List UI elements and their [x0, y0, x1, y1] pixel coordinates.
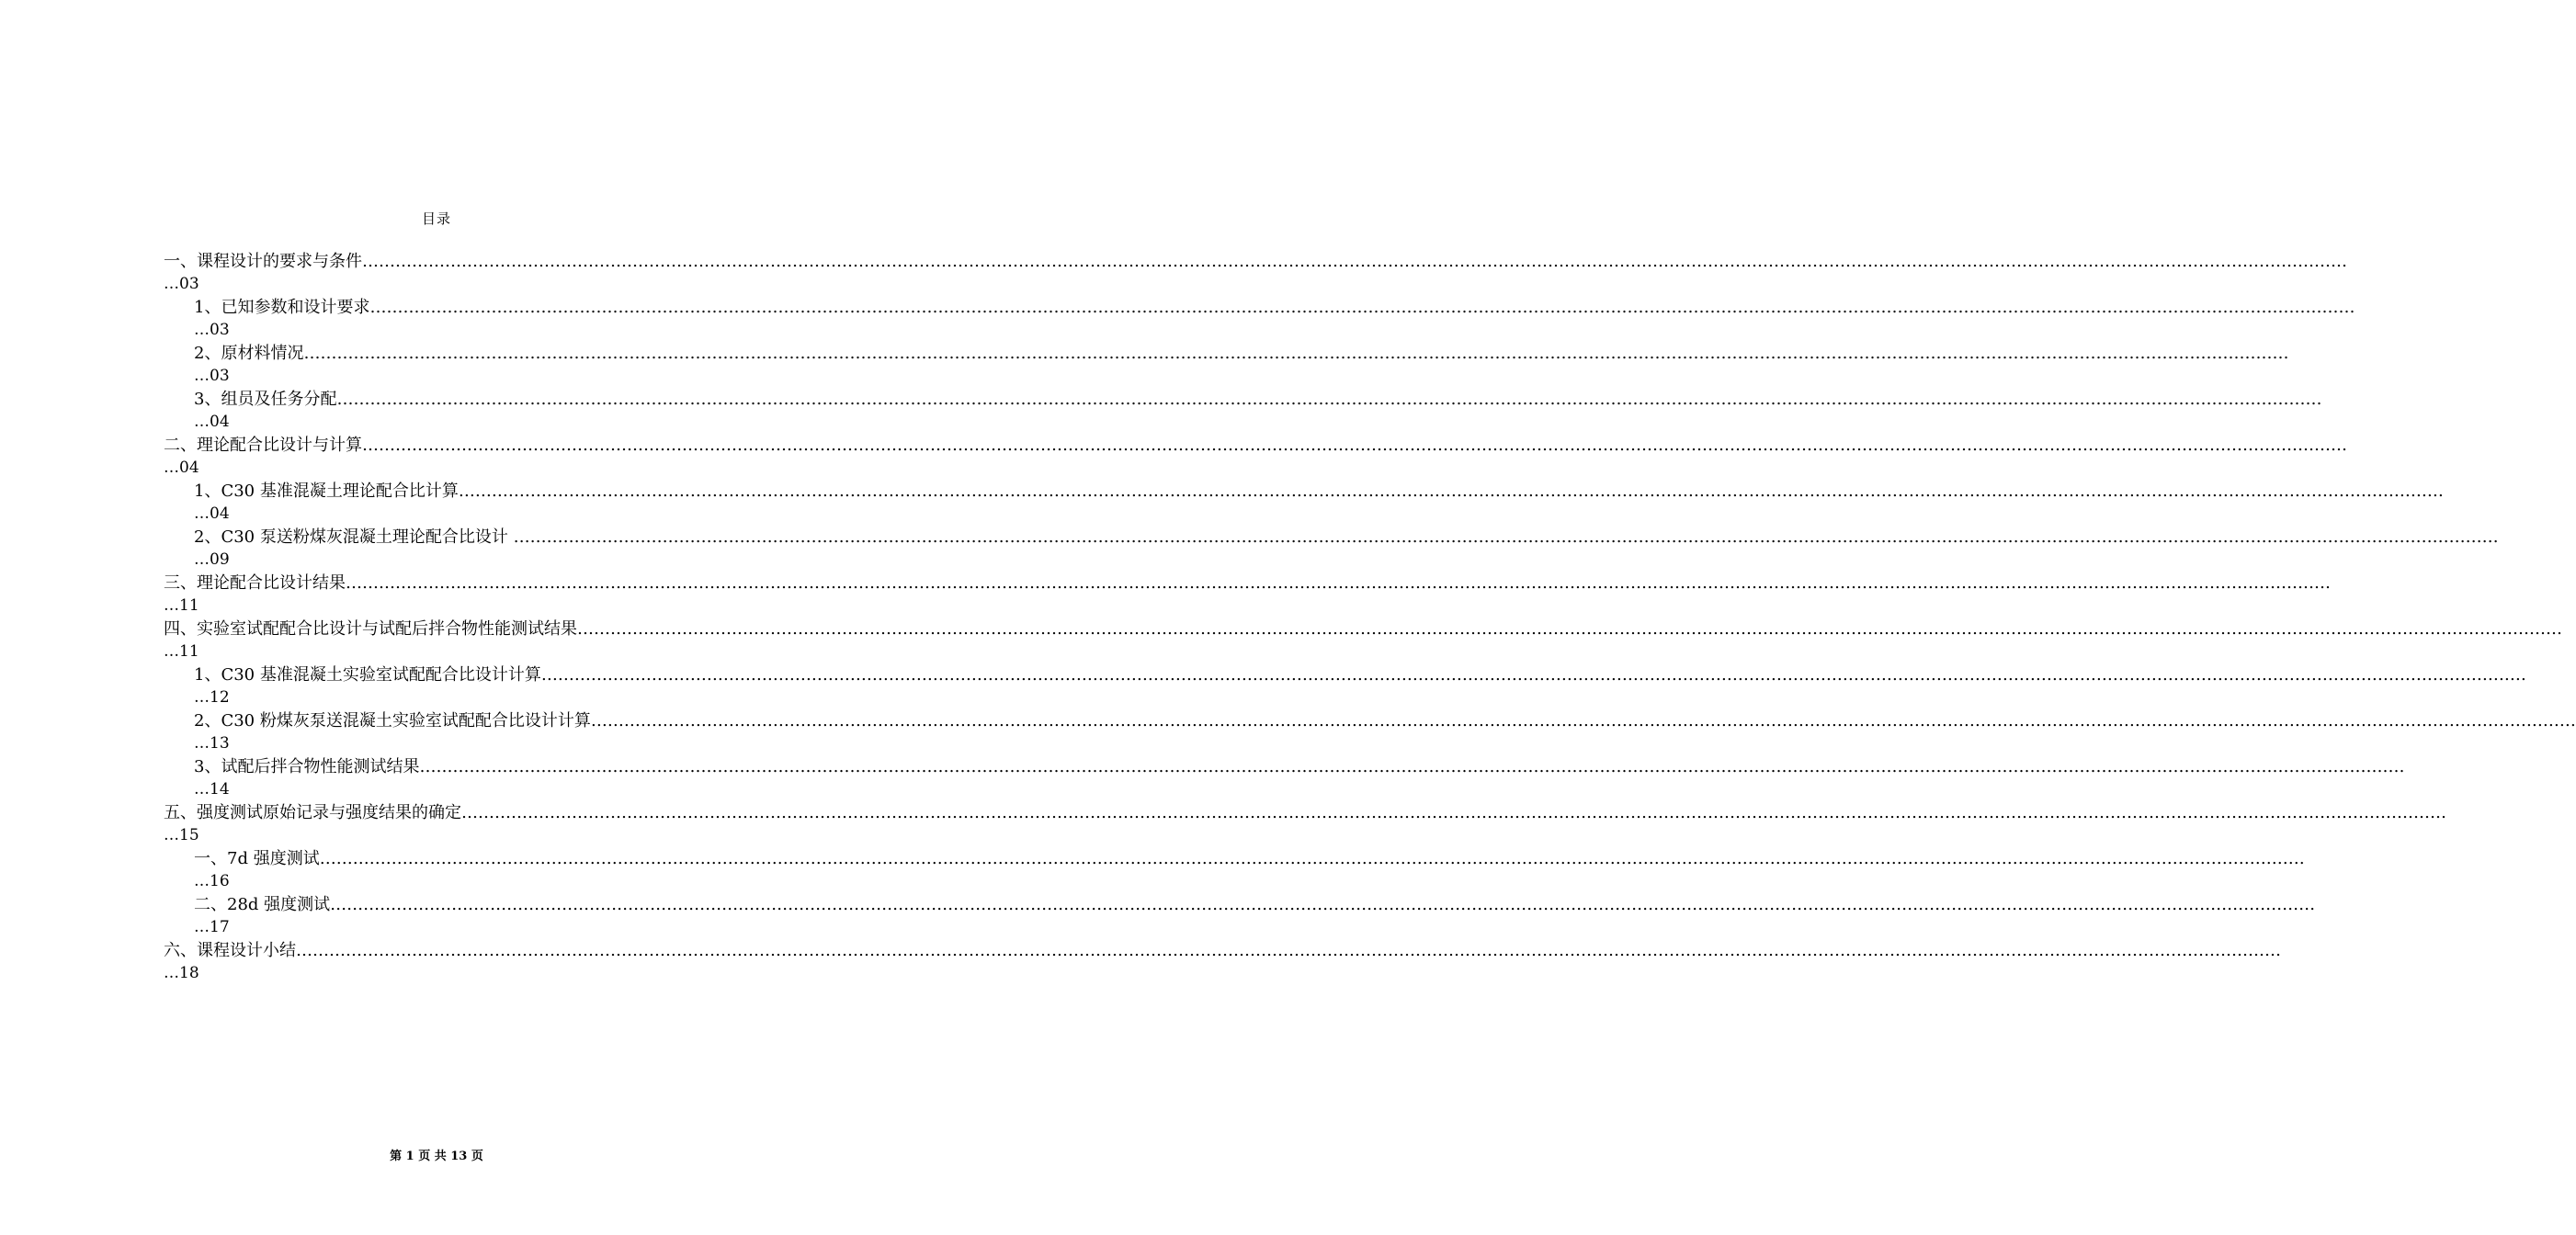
toc-entry-label-line: [194, 296, 2355, 320]
toc-entry-label-line: [194, 847, 2305, 871]
toc-entry-page-line: …15: [164, 826, 199, 844]
toc-entry[interactable]: [0, 618, 2562, 663]
toc-entry-page: 16: [210, 872, 230, 890]
toc-entry[interactable]: [0, 526, 2499, 572]
toc-leader-dots: ………………………………………………………………………………………………………………………………………………………………………………………………………………………………………………………………………………………………………………………………: [346, 573, 2331, 593]
page-footer: 第 1 页 共 13 页: [390, 1150, 483, 1163]
toc-entry-page-line: …16: [194, 872, 230, 890]
toc-leader-dots: ………………………………………………………………………………………………………………………………………………………………………………………………………………………………………………………………………………………………………………………………: [330, 895, 2316, 914]
toc-leader-dots: ………………………………………………………………………………………………………………………………………………………………………………………………………………………………………………………………………………………………………………………………: [296, 941, 2281, 960]
toc-leader-dots: ………………………………………………………………………………………………………………………………………………………………………………………………………………………………………………………………………………………………………………………………: [513, 527, 2499, 547]
toc-entry-label-line: [194, 526, 2499, 550]
toc-entry-label: 3、试配后拌合物性能测试结果: [194, 757, 420, 776]
toc-leader-dots: ………………………………………………………………………………………………………………………………………………………………………………………………………………………………………………………………………………………………………………………………: [319, 849, 2305, 868]
toc-entry-page: 11: [179, 642, 199, 661]
toc-leader-dots: ………………………………………………………………………………………………………………………………………………………………………………………………………………………………………………………………………………………………………………………………: [303, 344, 2289, 363]
toc-entry-page-line: …11: [164, 642, 199, 661]
toc-entry-page-line: …03: [194, 321, 230, 339]
toc-entry-label: 一、课程设计的要求与条件: [164, 252, 362, 271]
toc-entry-page: 03: [179, 275, 199, 293]
toc-entry-label-line: [194, 388, 2322, 412]
toc-entry[interactable]: [0, 755, 2405, 801]
toc-entry-label: 三、理论配合比设计结果: [164, 573, 346, 593]
toc-entry-page-line: …18: [164, 964, 199, 982]
toc-leader-dots: ………………………………………………………………………………………………………………………………………………………………………………………………………………………………………………………………………………………………………………………………: [362, 252, 2347, 271]
toc-entry-label: 1、C30 基准混凝土理论配合比计算: [194, 482, 459, 501]
toc-entry-page: 03: [210, 367, 230, 385]
toc-title: 目录: [421, 210, 451, 227]
toc-entry-label: 2、C30 泵送粉煤灰混凝土理论配合比设计: [194, 527, 514, 547]
toc-entry-page: 03: [210, 321, 230, 339]
toc-entry[interactable]: [0, 663, 2526, 709]
toc-entry[interactable]: [0, 847, 2305, 893]
toc-entry-label-line: [164, 250, 2347, 274]
toc-entry-label: 一、7d 强度测试: [194, 849, 320, 868]
toc-leader-dots: ………………………………………………………………………………………………………………………………………………………………………………………………………………………………………………………………………………………………………………………………: [419, 757, 2405, 776]
toc-entry-page-line: …09: [194, 550, 230, 569]
toc-entry-page-line: …11: [164, 596, 199, 615]
toc-entry-page-line: …04: [194, 504, 230, 523]
toc-leader-dots: ………………………………………………………………………………………………………………………………………………………………………………………………………………………………………………………………………………………………………………………………: [577, 619, 2562, 639]
toc-entry-label: 2、C30 粉煤灰泵送混凝土实验室试配配合比设计计算: [194, 711, 591, 731]
toc-entry-label-line: [194, 342, 2289, 366]
toc-entry-label-line: [194, 755, 2405, 779]
toc-entry-page-line: …03: [164, 275, 199, 293]
toc-entry-label-line: [194, 709, 2576, 733]
toc-leader-dots: ………………………………………………………………………………………………………………………………………………………………………………………………………………………………………………………………………………………………………………………………: [590, 711, 2576, 731]
toc-entry[interactable]: [0, 572, 2331, 618]
toc-entry-page: 12: [210, 688, 230, 707]
table-of-contents: [0, 250, 2576, 985]
toc-entry[interactable]: [0, 893, 2316, 939]
toc-entry-label: 1、已知参数和设计要求: [194, 298, 370, 317]
toc-entry-label: 1、C30 基准混凝土实验室试配配合比设计计算: [194, 665, 541, 685]
toc-entry-page-line: …13: [194, 734, 230, 753]
toc-entry-label: 2、原材料情况: [194, 344, 304, 363]
toc-entry-page: 09: [210, 550, 230, 569]
toc-entry-page-line: …04: [194, 413, 230, 431]
toc-entry-page: 13: [210, 734, 230, 753]
toc-entry[interactable]: [0, 434, 2347, 480]
toc-entry-page-line: …03: [194, 367, 230, 385]
toc-entry-page-line: …04: [164, 459, 199, 477]
toc-entry-page: 14: [210, 780, 230, 799]
toc-leader-dots: ………………………………………………………………………………………………………………………………………………………………………………………………………………………………………………………………………………………………………………………………: [458, 482, 2444, 501]
toc-entry-label: 二、理论配合比设计与计算: [164, 436, 362, 455]
toc-entry-label-line: [194, 663, 2526, 687]
toc-leader-dots: ………………………………………………………………………………………………………………………………………………………………………………………………………………………………………………………………………………………………………………………………: [461, 803, 2446, 822]
toc-entry[interactable]: [0, 296, 2355, 342]
toc-entry-label-line: [164, 618, 2562, 641]
toc-entry-label: 二、28d 强度测试: [194, 895, 331, 914]
toc-leader-dots: ………………………………………………………………………………………………………………………………………………………………………………………………………………………………………………………………………………………………………………………………: [369, 298, 2355, 317]
toc-entry-label-line: [164, 939, 2281, 963]
toc-leader-dots: ………………………………………………………………………………………………………………………………………………………………………………………………………………………………………………………………………………………………………………………………: [336, 390, 2322, 409]
toc-entry-page-line: …14: [194, 780, 230, 799]
toc-entry[interactable]: [0, 480, 2444, 526]
toc-leader-dots: ………………………………………………………………………………………………………………………………………………………………………………………………………………………………………………………………………………………………………………………………: [362, 436, 2347, 455]
toc-entry[interactable]: [0, 388, 2322, 434]
toc-entry-page: 18: [179, 964, 199, 982]
toc-entry-label-line: [194, 480, 2444, 504]
toc-entry-label: 四、实验室试配配合比设计与试配后拌合物性能测试结果: [164, 619, 577, 639]
toc-entry-label-line: [164, 572, 2331, 595]
toc-entry-page: 11: [179, 596, 199, 615]
toc-entry-label: 五、强度测试原始记录与强度结果的确定: [164, 803, 461, 822]
toc-entry[interactable]: [0, 939, 2281, 985]
toc-entry-page-line: …12: [194, 688, 230, 707]
toc-entry-label-line: [194, 893, 2316, 917]
toc-entry-page-line: …17: [194, 918, 230, 936]
toc-entry-page: 04: [210, 413, 230, 431]
toc-entry-label-line: [164, 801, 2446, 825]
toc-leader-dots: ………………………………………………………………………………………………………………………………………………………………………………………………………………………………………………………………………………………………………………………………: [540, 665, 2526, 685]
toc-entry[interactable]: [0, 709, 2576, 755]
toc-entry-page: 17: [210, 918, 230, 936]
toc-entry-page: 15: [179, 826, 199, 844]
toc-entry[interactable]: [0, 342, 2289, 388]
toc-entry[interactable]: [0, 250, 2347, 296]
toc-entry-page: 04: [179, 459, 199, 477]
toc-entry-label: 3、组员及任务分配: [194, 390, 337, 409]
toc-entry-label-line: [164, 434, 2347, 458]
toc-entry[interactable]: [0, 801, 2446, 847]
toc-entry-page: 04: [210, 504, 230, 523]
toc-entry-label: 六、课程设计小结: [164, 941, 296, 960]
